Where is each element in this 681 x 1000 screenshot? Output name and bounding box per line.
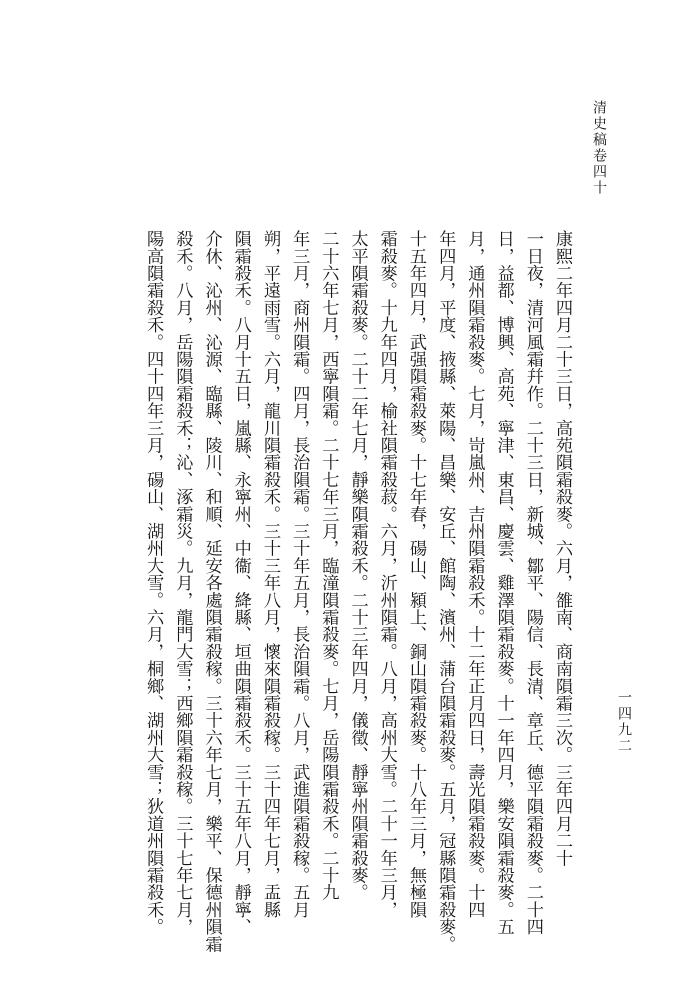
body-text: [138, 230, 576, 953]
page-number: 一四九二: [616, 690, 632, 754]
text-column: 日，益都、博興、高苑、寧津、東昌、慶雲、雞澤隕霜殺麥。十一年四月，樂安隕霜殺麥。五: [493, 230, 514, 936]
text-column: 隕霜殺禾。八月十五日，嵐縣、永寧州、中衞、絳縣、垣曲隕霜殺禾。三十五年八月，靜寧、: [230, 230, 251, 936]
text-column: 年三月，商州隕霜。四月，長治隕霜。三十年五月，長治隕霜。八月，武進隕霜殺稼。五月: [289, 230, 310, 918]
book-title-header: 清史稿卷四十: [591, 100, 607, 196]
text-column: 霜殺麥。十九年四月，榆社隕霜殺菽。六月，沂州隕霜。八月，高州大雪。二十一年三月，: [376, 230, 397, 918]
text-column: 殺禾。八月，岳陽隕霜殺禾；沁、涿霜災。九月，龍門大雪；西鄉隕霜殺稼。三十七年七月，: [172, 230, 193, 936]
text-column: 年四月，平度、掖縣、萊陽、昌樂、安丘、館陶、濱州、蒲台隕霜殺麥。五月，冠縣隕霜殺麥。: [435, 230, 456, 953]
text-column: 太平隕霜殺麥。二十二年七月，靜樂隕霜殺禾。二十三年四月，儀徵、靜寧州隕霜殺麥。: [347, 230, 368, 901]
text-column: 二十六年七月，西寧隕霜。二十七年三月，臨潼隕霜殺麥。七月，岳陽隕霜殺禾。二十九: [318, 230, 339, 901]
text-column: 一日夜，清河風霜幷作。二十三日，新城、鄒平、陽信、長清、章丘、德平隕霜殺麥。二十四: [522, 230, 543, 936]
text-column: 康熙二年四月二十三日，高苑隕霜殺麥。六月，雒南、商南隕霜三次。三年四月二十: [552, 230, 572, 867]
text-column: 月，通州隕霜殺麥。七月，岢嵐州、吉州隕霜殺禾。十二年正月四日，壽光隕霜殺麥。十四: [464, 230, 485, 918]
text-column: 朔，平遠雨雪。六月，龍川隕霜殺禾。三十三年八月，懷來隕霜殺稼。三十四年七月，盂縣: [259, 230, 280, 918]
text-column: 陽高隕霜殺禾。四十四年三月，碭山、湖州大雪。六月，桐鄉、湖州大雪；狄道州隕霜殺禾。: [143, 230, 164, 936]
text-column: 介休、沁州、沁源、臨縣、陵川、和順、延安各處隕霜殺稼。三十六年七月，樂平、保德州隕霜: [201, 230, 222, 953]
text-column: 十五年四月，武强隕霜殺麥。十七年春，碭山、潁上、銅山隕霜殺麥。十八年三月，無極隕: [405, 230, 426, 918]
